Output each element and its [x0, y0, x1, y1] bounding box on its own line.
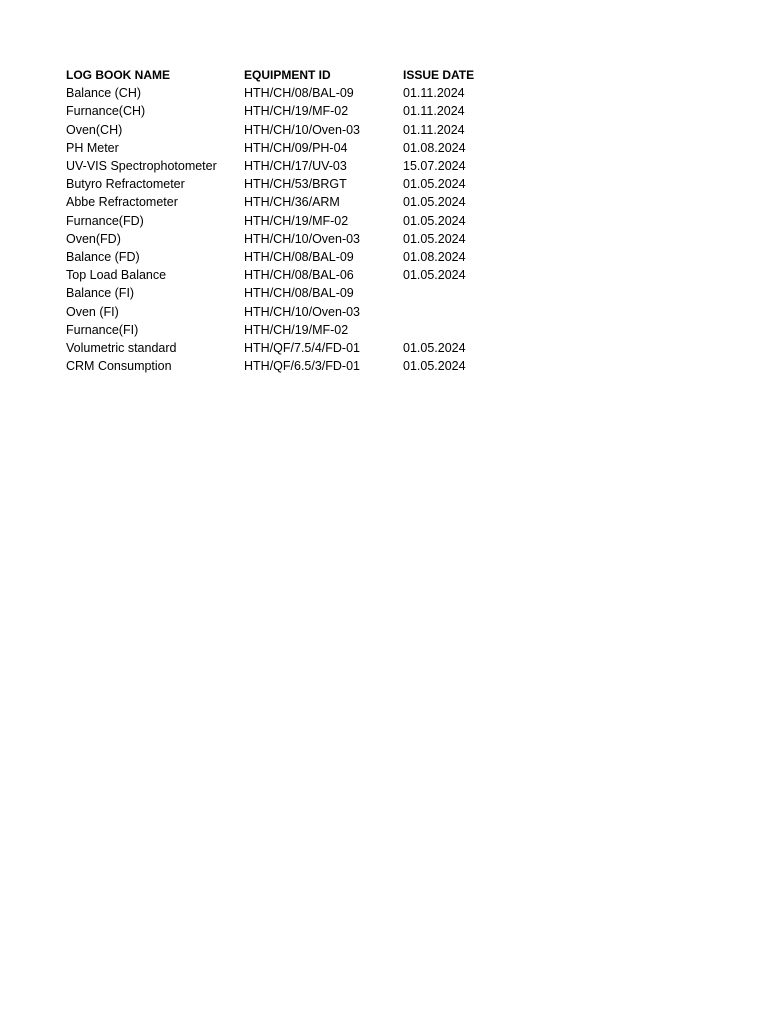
- log-book-name-cell: Balance (FD): [66, 250, 140, 265]
- equipment-id-cell: HTH/CH/08/BAL-09: [244, 286, 354, 301]
- log-book-name-cell: Oven(FD): [66, 231, 121, 246]
- issue-date-cell: [399, 284, 497, 302]
- log-book-name-cell: Abbe Refractometer: [66, 195, 178, 210]
- issue-date-cell: 01.08.2024: [403, 250, 466, 265]
- equipment-id-cell: HTH/CH/36/ARM: [244, 195, 340, 210]
- log-book-name-cell: Oven (FI): [66, 304, 119, 319]
- issue-date-cell: 01.05.2024: [403, 268, 466, 283]
- log-book-name-cell: UV-VIS Spectrophotometer: [66, 159, 217, 174]
- log-book-name-cell: Furnance(FD): [66, 213, 144, 228]
- table-row: [62, 121, 497, 139]
- equipment-id-cell: HTH/CH/10/Oven-03: [244, 304, 361, 319]
- log-book-name-cell: Volumetric standard: [66, 341, 177, 356]
- equipment-id-cell: HTH/CH/08/BAL-09: [244, 86, 354, 101]
- issue-date-cell: 01.05.2024: [403, 195, 466, 210]
- issue-date-cell: [399, 303, 497, 321]
- table-row: [62, 284, 497, 302]
- log-book-name-cell: Furnance(FI): [66, 322, 139, 337]
- equipment-id-cell: HTH/QF/7.5/4/FD-01: [244, 341, 360, 356]
- table-row: [62, 230, 497, 248]
- issue-date-cell: 01.05.2024: [403, 359, 466, 374]
- equipment-id-cell: HTH/CH/08/BAL-06: [244, 268, 354, 283]
- issue-date-cell: 01.05.2024: [403, 341, 466, 356]
- table-row: [62, 212, 497, 230]
- equipment-id-cell: HTH/CH/17/UV-03: [244, 159, 347, 174]
- issue-date-cell: [399, 321, 497, 339]
- header-log-book-name: LOG BOOK NAME: [66, 68, 170, 82]
- table-header: [62, 66, 497, 84]
- table-row: [62, 175, 497, 193]
- log-book-name-cell: Balance (FI): [66, 286, 135, 301]
- header-issue-date: ISSUE DATE: [403, 68, 475, 82]
- equipment-id-cell: HTH/QF/6.5/3/FD-01: [244, 359, 360, 374]
- header-equipment-id: EQUIPMENT ID: [244, 68, 331, 82]
- table-row: [62, 193, 497, 211]
- log-book-name-cell: PH Meter: [66, 140, 119, 155]
- table-row: [62, 321, 497, 339]
- table-row: [62, 84, 497, 102]
- table-row: [62, 102, 497, 120]
- issue-date-cell: 01.11.2024: [403, 122, 465, 137]
- issue-date-cell: 01.11.2024: [403, 86, 465, 101]
- table-row: [62, 266, 497, 284]
- equipment-id-cell: HTH/CH/53/BRGT: [244, 177, 347, 192]
- log-book-name-cell: Balance (CH): [66, 86, 142, 101]
- log-book-name-cell: Top Load Balance: [66, 268, 167, 283]
- equipment-id-cell: HTH/CH/10/Oven-03: [244, 231, 361, 246]
- equipment-id-cell: HTH/CH/10/Oven-03: [244, 122, 361, 137]
- log-book-table: [62, 66, 497, 375]
- equipment-id-cell: HTH/CH/19/MF-02: [244, 322, 349, 337]
- table-row: [62, 339, 497, 357]
- log-book-name-cell: CRM Consumption: [66, 359, 172, 374]
- equipment-id-cell: HTH/CH/09/PH-04: [244, 140, 348, 155]
- table-row: [62, 139, 497, 157]
- issue-date-cell: 01.05.2024: [403, 177, 466, 192]
- log-book-name-cell: Oven(CH): [66, 122, 123, 137]
- equipment-id-cell: HTH/CH/08/BAL-09: [244, 250, 354, 265]
- issue-date-cell: 01.08.2024: [403, 140, 466, 155]
- table-row: [62, 357, 497, 375]
- issue-date-cell: 01.05.2024: [403, 231, 466, 246]
- issue-date-cell: 01.05.2024: [403, 213, 466, 228]
- log-book-name-cell: Butyro Refractometer: [66, 177, 185, 192]
- header-row: [62, 66, 497, 84]
- table-body: [62, 84, 497, 375]
- issue-date-cell: 15.07.2024: [403, 159, 466, 174]
- equipment-id-cell: HTH/CH/19/MF-02: [244, 104, 349, 119]
- log-book-sheet: [62, 66, 497, 375]
- log-book-name-cell: Furnance(CH): [66, 104, 146, 119]
- issue-date-cell: 01.11.2024: [403, 104, 465, 119]
- table-row: [62, 157, 497, 175]
- equipment-id-cell: HTH/CH/19/MF-02: [244, 213, 349, 228]
- table-row: [62, 303, 497, 321]
- table-row: [62, 248, 497, 266]
